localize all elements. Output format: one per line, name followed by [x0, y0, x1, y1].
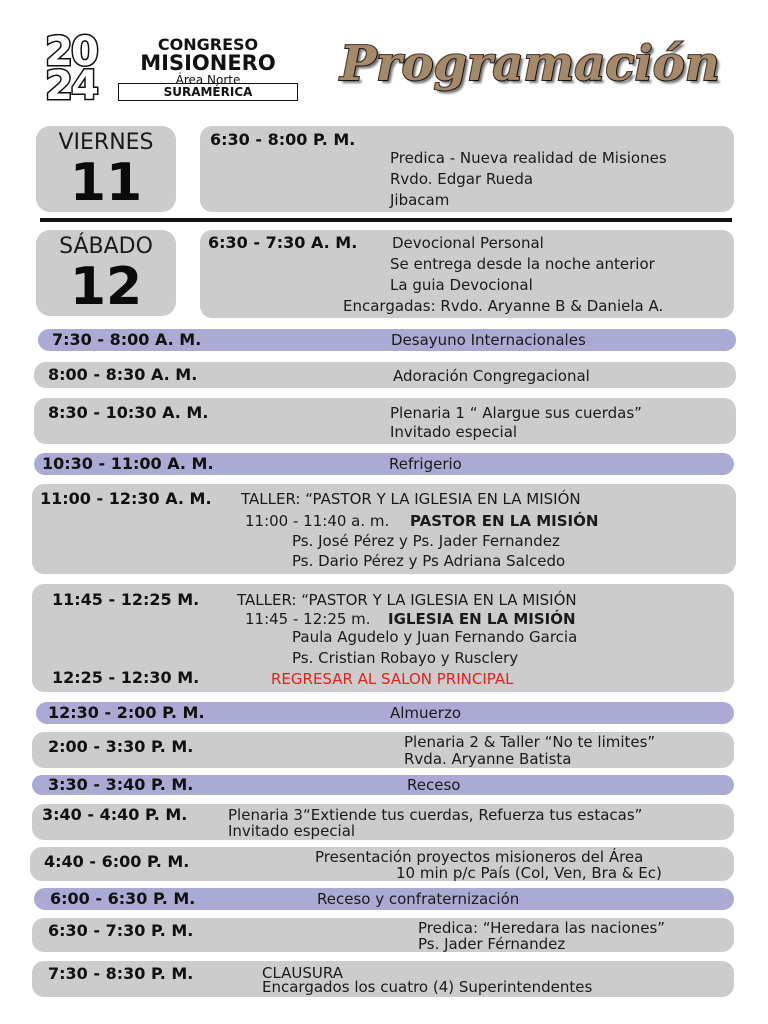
row-time: 3:30 - 3:40 P. M. — [48, 775, 194, 794]
row-time: 10:30 - 11:00 A. M. — [42, 454, 214, 473]
schedule-row-friday — [200, 126, 734, 212]
row-text: Jibacam — [390, 191, 450, 209]
row-time: 3:40 - 4:40 P. M. — [42, 805, 188, 824]
row-text: Almuerzo — [390, 704, 461, 722]
schedule-row-plenaria-3 — [32, 804, 734, 840]
day-box-saturday — [36, 230, 176, 316]
row-text: Ps. Cristian Robayo y Rusclery — [292, 649, 519, 667]
row-subtitle: PASTOR EN LA MISIÓN — [410, 512, 599, 530]
row-text: CLAUSURA — [262, 964, 343, 982]
day-number: 12 — [69, 257, 143, 317]
schedule-row-adoracion — [34, 362, 736, 388]
row-text: Ps. Dario Pérez y Ps Adriana Salcedo — [292, 552, 566, 570]
row-text: 10 min p/c País (Col, Ven, Bra & Ec) — [396, 864, 662, 882]
day-number: 11 — [69, 153, 143, 213]
row-text: Refrigerio — [389, 455, 462, 473]
row-time: 6:30 - 7:30 A. M. — [208, 233, 358, 252]
brand-congreso: CONGRESO — [157, 35, 259, 54]
row-text: Plenaria 2 & Taller “No te limites” — [404, 733, 656, 751]
row-text: Encargados los cuatro (4) Superintendentes — [262, 978, 593, 996]
row-text: Receso — [407, 776, 461, 794]
schedule-row-devocional — [200, 230, 734, 318]
row-time: 11:45 - 12:25 M. — [52, 590, 200, 609]
row-subtitle: IGLESIA EN LA MISIÓN — [388, 610, 576, 628]
row-text: Predica - Nueva realidad de Misiones — [390, 149, 667, 167]
row-time: 7:30 - 8:00 A. M. — [52, 330, 202, 349]
row-text: Invitado especial — [228, 822, 356, 840]
row-text: La guia Devocional — [390, 276, 533, 294]
row-text: Paula Agudelo y Juan Fernando Garcia — [292, 628, 578, 646]
day-name: VIERNES — [58, 130, 154, 155]
row-time: 11:00 - 12:30 A. M. — [40, 489, 212, 508]
schedule-row-clausura — [32, 961, 734, 997]
row-text: Rvdo. Edgar Rueda — [390, 170, 534, 188]
schedule-row-plenaria-2 — [32, 732, 734, 768]
row-text: Encargadas: Rvdo. Aryanne B & Daniela A. — [343, 297, 664, 315]
schedule-row-predica — [32, 918, 734, 952]
row-time: 6:30 - 8:00 P. M. — [210, 130, 356, 149]
return-notice: REGRESAR AL SALON PRINCIPAL — [271, 670, 514, 688]
row-text: Ps. José Pérez y Ps. Jader Fernandez — [292, 532, 560, 550]
row-text: Devocional Personal — [392, 234, 544, 252]
row-subtime: 11:00 - 11:40 a. m. — [245, 512, 390, 530]
schedule-row-plenaria-1 — [34, 398, 736, 444]
row-text: TALLER: “PASTOR Y LA IGLESIA EN LA MISIÓN — [237, 591, 577, 609]
year-bottom: 24 — [45, 63, 97, 109]
schedule-row-receso — [32, 775, 734, 795]
schedule-row-desayuno — [38, 329, 736, 351]
row-time: 8:00 - 8:30 A. M. — [48, 365, 198, 384]
brand-area: Área Norte — [175, 73, 241, 87]
day-box-friday — [36, 126, 176, 212]
page-title: Programación — [340, 36, 720, 92]
row-time: 8:30 - 10:30 A. M. — [48, 403, 209, 422]
schedule-row-taller-pastor — [32, 484, 736, 574]
brand-region: SURAMÉRICA — [118, 83, 298, 101]
schedule-row-refrigerio — [34, 453, 734, 475]
row-text: Desayuno Internacionales — [391, 331, 586, 349]
row-text: Receso y confraternización — [317, 890, 520, 908]
year-top: 20 — [45, 29, 97, 75]
row-time: 2:00 - 3:30 P. M. — [48, 737, 194, 756]
row-time: 6:30 - 7:30 P. M. — [48, 921, 194, 940]
section-divider — [40, 218, 732, 222]
brand-misionero: MISIONERO — [140, 51, 276, 75]
row-time: 12:30 - 2:00 P. M. — [48, 703, 205, 722]
row-time: 12:25 - 12:30 M. — [52, 668, 200, 687]
row-text: Adoración Congregacional — [393, 367, 590, 385]
row-time: 7:30 - 8:30 P. M. — [48, 964, 194, 983]
row-text: Ps. Jader Férnandez — [418, 935, 566, 953]
schedule-row-taller-iglesia — [32, 584, 734, 692]
row-time: 6:00 - 6:30 P. M. — [50, 889, 196, 908]
row-text: Plenaria 1 “ Alargue sus cuerdas” — [390, 404, 642, 422]
row-text: Plenaria 3“Extiende tus cuerdas, Refuerza tus estacas” — [228, 806, 643, 824]
schedule-row-confraternizacion — [34, 888, 734, 910]
schedule-row-almuerzo — [36, 702, 734, 724]
row-text: Rvda. Aryanne Batista — [404, 750, 572, 768]
row-subtime: 11:45 - 12:25 m. — [245, 610, 371, 628]
schedule-row-proyectos — [30, 847, 734, 881]
row-time: 4:40 - 6:00 P. M. — [44, 852, 190, 871]
row-text: Invitado especial — [390, 423, 518, 441]
row-text: Presentación proyectos misioneros del Área — [315, 848, 644, 866]
day-name: SÁBADO — [59, 234, 153, 259]
row-text: Se entrega desde la noche anterior — [390, 255, 655, 273]
row-text: Predica: “Heredara las naciones” — [418, 919, 666, 937]
row-text: TALLER: “PASTOR Y LA IGLESIA EN LA MISIÓN — [241, 490, 581, 508]
